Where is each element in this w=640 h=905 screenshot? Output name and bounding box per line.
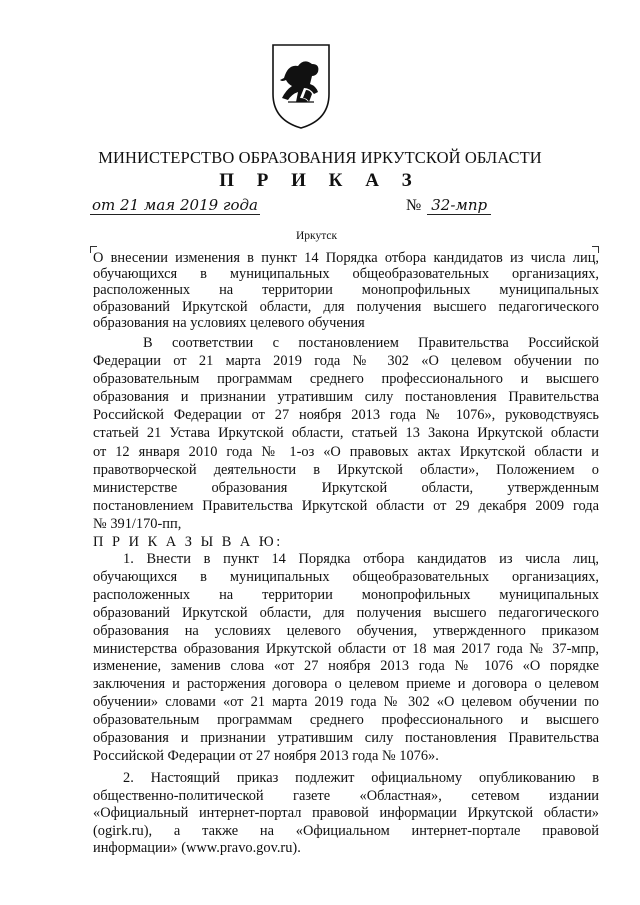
subject-heading: [93, 250, 599, 331]
ministry-name: МИНИСТЕРСТВО ОБРАЗОВАНИЯ ИРКУТСКОЙ ОБЛАСТИ: [98, 148, 542, 167]
text-line: 2. Настоящий приказ подлежит официальному опубликованию в: [123, 770, 599, 786]
text-line: образовательным программам среднего профессионального и высшего: [93, 371, 599, 388]
order-directive: П Р И К А З Ы В А Ю:: [93, 534, 283, 551]
text-line: обучении» словами «от 21 марта 2019 года № 302 «О целевом обучении по: [93, 694, 599, 711]
coat-of-arms-icon: [270, 42, 332, 130]
text-line: министерства образования Иркутской области от 18 мая 2017 года № 37-мпр,: [93, 640, 599, 657]
text-line: обучающихся в муниципальных общеобразовательных организациях,: [93, 568, 599, 585]
document-title: П Р И К А З: [219, 170, 421, 191]
text-line: № 391/170-пп,: [93, 515, 182, 532]
text-line: правотворческой деятельности в Иркутской области», Положением о: [93, 461, 599, 478]
text-line: расположенных на территории монопрофильных муниципальных: [93, 282, 599, 299]
text-line: Федерации от 21 марта 2019 года № 302 «О целевом обучении по: [93, 353, 599, 370]
text-line: В соответствии с постановлением Правительства Российской: [143, 335, 599, 351]
text-line: образования на условиях целевого обучения: [93, 314, 365, 331]
text-line: Российской Федерации от 27 ноября 2013 года № 1076», руководствуясь: [93, 407, 599, 424]
city: Иркутск: [296, 230, 338, 242]
text-line: Российской Федерации от 27 ноября 2013 года № 1076».: [93, 747, 439, 764]
text-line: информации» (www.pravo.gov.ru).: [93, 840, 301, 857]
text-line: образования на условиях целевого обучения, утвержденного приказом: [93, 622, 599, 639]
text-line: изменение, заменив слова «от 27 ноября 2013 года № 1076 «О порядке: [93, 658, 599, 675]
date-handwritten: от 21 мая 2019 года: [92, 196, 258, 214]
text-line: образований Иркутской области, для получения высшего педагогического: [93, 298, 599, 315]
text-line: министерстве образования Иркутской области, утвержденным: [93, 479, 599, 496]
preamble: [93, 334, 599, 551]
text-line: образования и признании утратившим силу постановления Правительства: [93, 730, 599, 747]
text-line: обучающихся в муниципальных общеобразовательных организациях,: [93, 266, 599, 283]
text-line: (ogirk.ru), а также на «Официальном интернет-портале правовой: [93, 822, 599, 839]
text-line: от 12 января 2010 года № 1-оз «О правовых актах Иркутской области и: [93, 443, 599, 460]
text-line: общественно-политической газете «Областная», сетевом издании: [93, 787, 599, 804]
item-1: [93, 551, 599, 766]
order-number: [406, 196, 491, 215]
text-line: образования и признании утратившим силу постановления Правительства: [93, 389, 599, 406]
text-line: О внесении изменения в пункт 14 Порядка отбора кандидатов из числа лиц,: [93, 250, 599, 266]
text-line: постановлением Правительства Иркутской области от 29 декабря 2009 года: [93, 497, 599, 514]
number-sign: №: [406, 197, 422, 214]
text-line: «Официальный интернет-портал правовой информации Иркутской области»: [93, 805, 599, 822]
order-date: [90, 196, 260, 214]
text-line: расположенных на территории монопрофильных муниципальных: [93, 586, 599, 603]
text-line: образовательным программам среднего профессионального и высшего: [93, 712, 599, 729]
text-line: 1. Внести в пункт 14 Порядка отбора кандидатов из числа лиц,: [123, 551, 599, 567]
text-line: статьей 21 Устава Иркутской области, статьей 13 Закона Иркутской области: [93, 425, 599, 442]
text-line: заключения и расторжения договора о целевом приеме и договора о целевом: [93, 676, 599, 693]
item-2: [93, 770, 599, 858]
number-handwritten: 32-мпр: [427, 196, 491, 215]
text-line: образований Иркутской области, для получения высшего педагогического: [93, 604, 599, 621]
